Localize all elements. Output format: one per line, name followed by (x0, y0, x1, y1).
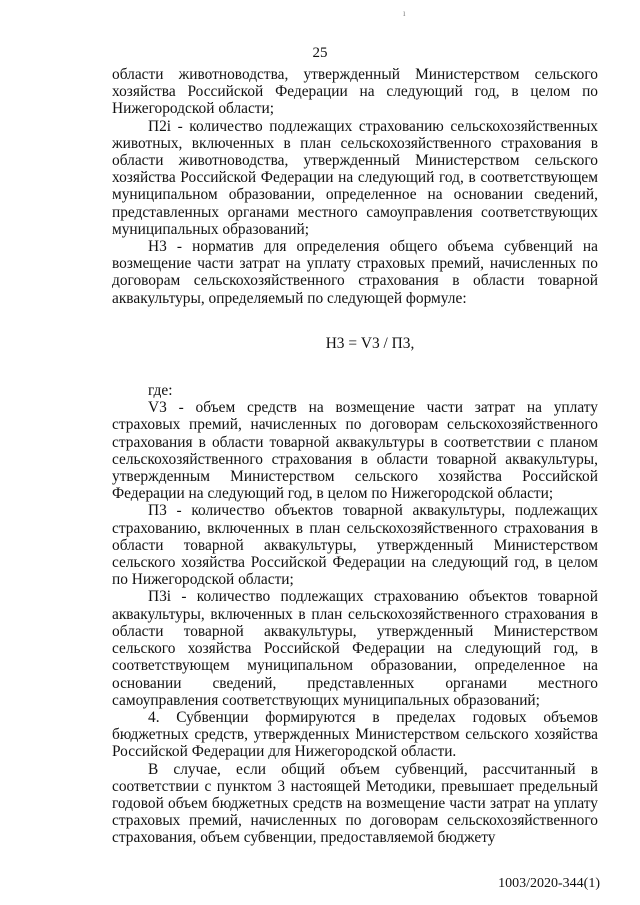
paragraph-excess-case: В случае, если общий объем субвенций, рассчитанный в соответствии с пунктом 3 настоящей Методики, превышает предельный годовой объем бюджетных средств на возмещение части затрат на уплату страховых премий, начисленных по договорам сельскохозяйственного страхования, объем субвенции, предоставляемой бюджету (112, 760, 598, 847)
paragraph-v3-definition: V3 - объем средств на возмещение части затрат на уплату страховых премий, начисленных по договорам сельскохозяйственного страхования в области товарной аквакультуры в соответствии с планом сельскохозяйственного страхования в области товарной аквакультуры, утвержденным Министерством сельского хозяйства Российской Федерации на следующий год, в целом по Нижегородской области; (112, 399, 598, 503)
paragraph-p2i-definition: П2i - количество подлежащих страхованию сельскохозяйственных животных, включенных в план сельскохозяйственного страхования в области животноводства, утвержденный Министерством сельского хозяйства Российской Федерации на следующий год, в соответствующем муниципальном образовании, определенное на основании сведений, представленных органами местного самоуправления соответствующих муниципальных образований; (112, 117, 598, 238)
formula-n3: Н3 = V3 / П3, (325, 334, 415, 352)
paragraph-item-4: 4. Субвенции формируются в пределах годовых объемов бюджетных средств, утвержденных Министерством сельского хозяйства Российской Федерации для Нижегородской области. (112, 708, 598, 761)
page-number: 25 (312, 45, 328, 61)
paragraph-p3i-definition: П3i - количество подлежащих страхованию объектов товарной аквакультуры, включенных в план сельскохозяйственного страхования в области товарной аквакультуры, утвержденный Министерством сельского хозяйства Российской Федерации на следующий год, в соответствующем муниципальном образовании, определенное на основании сведений, представленных органами местного самоуправления соответствующих муниципальных образований; (112, 588, 598, 709)
paragraph-p3-definition: П3 - количество объектов товарной аквакультуры, подлежащих страхованию, включенных в план сельскохозяйственного страхования в области товарной аквакультуры, утвержденный Министерством сельского хозяйства Российской Федерации на следующий год, в целом по Нижегородской области; (112, 502, 598, 589)
document-body (112, 66, 598, 847)
paragraph-n3-definition: Н3 - норматив для определения общего объема субвенций на возмещение части затрат на уплату страховых премий, начисленных по договорам сельскохозяйственного страхования в области товарной аквакультуры, определяемый по следующей формуле: (112, 238, 598, 307)
where-label: где: (148, 382, 173, 400)
document-code: 1003/2020-344(1) (498, 876, 600, 891)
scan-mark: ı (403, 8, 406, 18)
paragraph-continuation: области животноводства, утвержденный Министерством сельского хозяйства Российской Федерации на следующий год, в целом по Нижегородской области; (112, 66, 598, 118)
